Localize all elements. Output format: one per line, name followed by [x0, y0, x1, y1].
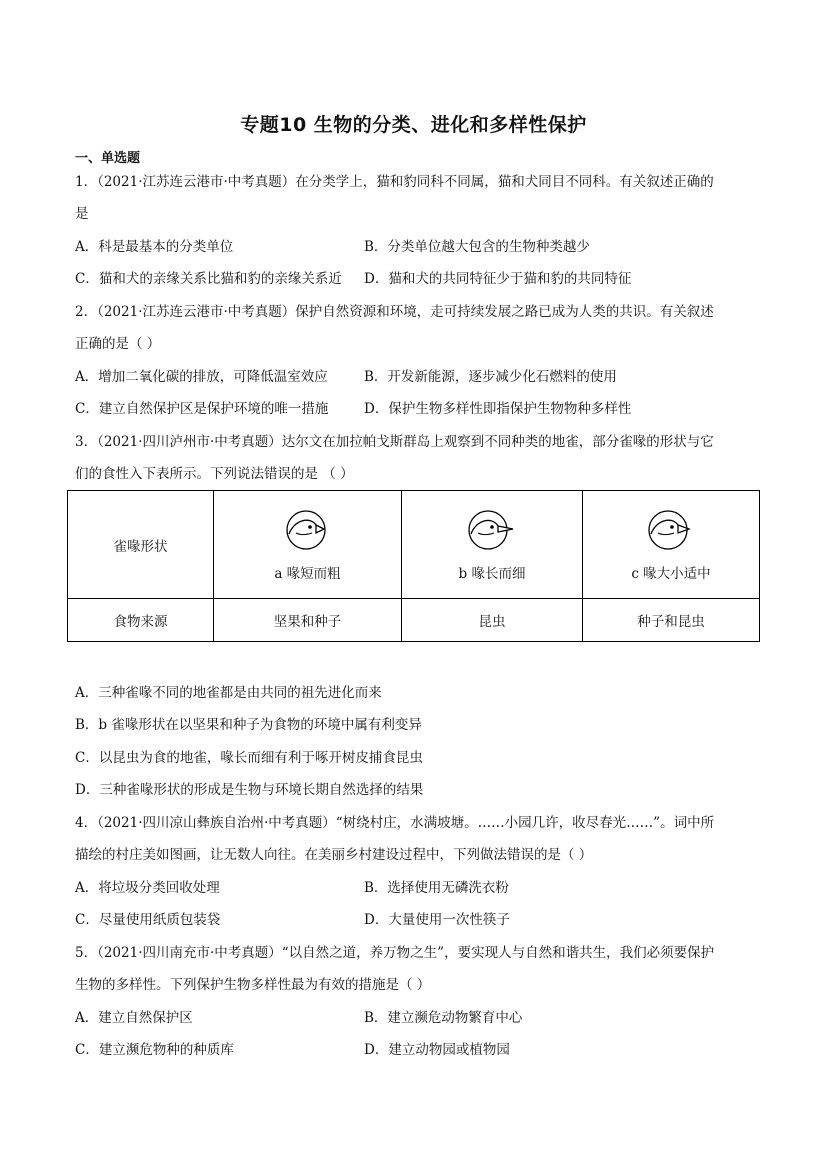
- section-heading: 一、单选题: [75, 151, 141, 166]
- table-row: [68, 491, 760, 599]
- q2-option-d: D．保护生物多样性即指保护生物物种多样性: [364, 401, 632, 417]
- q1-option-c: C．猫和犬的亲缘关系比猫和豹的亲缘关系近: [75, 271, 342, 287]
- finch-head-long-beak-icon: [466, 508, 518, 552]
- q3-option-b: B．b 雀喙形状在以坚果和种子为食物的环境中属有利变异: [75, 717, 422, 733]
- food-cell-b: 昆虫: [402, 599, 583, 642]
- q5-option-d: D．建立动物园或植物园: [364, 1042, 510, 1058]
- q5-option-b: B．建立濒危动物繁育中心: [364, 1010, 523, 1026]
- q4-option-c: C．尽量使用纸质包装袋: [75, 912, 221, 928]
- q4-option-d: D．大量使用一次性筷子: [364, 912, 510, 928]
- q1-option-d: D．猫和犬的共同特征少于猫和豹的共同特征: [364, 271, 632, 287]
- q5-stem-line1: 5．（2021·四川南充市·中考真题）“以自然之道，养万物之生”，要实现人与自然和谐共生，我们必须要保护: [75, 945, 715, 961]
- q1-stem-line2: 是: [75, 206, 89, 222]
- q4-option-b: B．选择使用无磷洗衣粉: [364, 880, 509, 896]
- q2-option-c: C．建立自然保护区是保护环境的唯一措施: [75, 401, 329, 417]
- q1-option-a: A．科是最基本的分类单位: [75, 239, 234, 255]
- finch-head-medium-beak-icon: [646, 508, 696, 552]
- food-cell-c: 种子和昆虫: [583, 599, 760, 642]
- q1-stem-line1: 1．（2021·江苏连云港市·中考真题）在分类学上，猫和豹同科不同属，猫和犬同目不同科。有关叙述正确的: [75, 174, 714, 190]
- q1-option-b: B．分类单位越大包含的生物种类越少: [364, 239, 590, 255]
- page-title: 专题10 生物的分类、进化和多样性保护: [240, 114, 587, 136]
- food-source-header: 食物来源: [68, 599, 214, 642]
- beak-cell-c: [583, 491, 760, 599]
- q2-stem-line1: 2．（2021·江苏连云港市·中考真题）保护自然资源和环境，走可持续发展之路已成为人类的共识。有关叙述: [75, 304, 714, 320]
- beak-shape-header: 雀喙形状: [68, 491, 214, 599]
- beak-table: [67, 490, 760, 642]
- q4-stem-line2: 描绘的村庄美如图画，让无数人向往。在美丽乡村建设过程中，下列做法错误的是（ ）: [75, 847, 593, 863]
- beak-cell-a: [214, 491, 402, 599]
- q5-stem-line2: 生物的多样性。下列保护生物多样性最为有效的措施是（ ）: [75, 977, 431, 993]
- q4-stem-line1: 4．（2021·四川凉山彝族自治州·中考真题）“树绕村庄，水满坡塘。……小园几许，收尽春光……”。词中所: [75, 815, 715, 831]
- q3-option-a: A．三种雀喙不同的地雀都是由共同的祖先进化而来: [75, 685, 382, 701]
- beak-label-c: c 喙大小适中: [631, 565, 711, 582]
- q5-option-c: C．建立濒危物种的种质库: [75, 1042, 234, 1058]
- q5-option-a: A．建立自然保护区: [75, 1010, 193, 1026]
- q3-stem-line1: 3．（2021·四川泸州市·中考真题）达尔文在加拉帕戈斯群岛上观察到不同种类的地雀，部分雀喙的形状与它: [75, 434, 714, 450]
- beak-label-b: b 喙长而细: [458, 565, 526, 582]
- q3-stem-line2: 们的食性入下表所示。下列说法错误的是 （ ）: [75, 466, 354, 482]
- food-cell-a: 坚果和种子: [214, 599, 402, 642]
- q4-option-a: A．将垃圾分类回收处理: [75, 880, 220, 896]
- q3-option-c: C．以昆虫为食的地雀，喙长而细有利于啄开树皮捕食昆虫: [75, 750, 423, 766]
- q2-stem-line2: 正确的是（ ）: [75, 336, 161, 352]
- beak-cell-b: [402, 491, 583, 599]
- beak-label-a: a 喙短而粗: [274, 565, 341, 582]
- table-row: [68, 599, 760, 642]
- q2-option-a: A．增加二氧化碳的排放，可降低温室效应: [75, 369, 328, 385]
- q3-option-d: D．三种雀喙形状的形成是生物与环境长期自然选择的结果: [75, 782, 424, 798]
- q2-option-b: B．开发新能源，逐步减少化石燃料的使用: [364, 369, 617, 385]
- finch-head-short-beak-icon: [284, 508, 332, 552]
